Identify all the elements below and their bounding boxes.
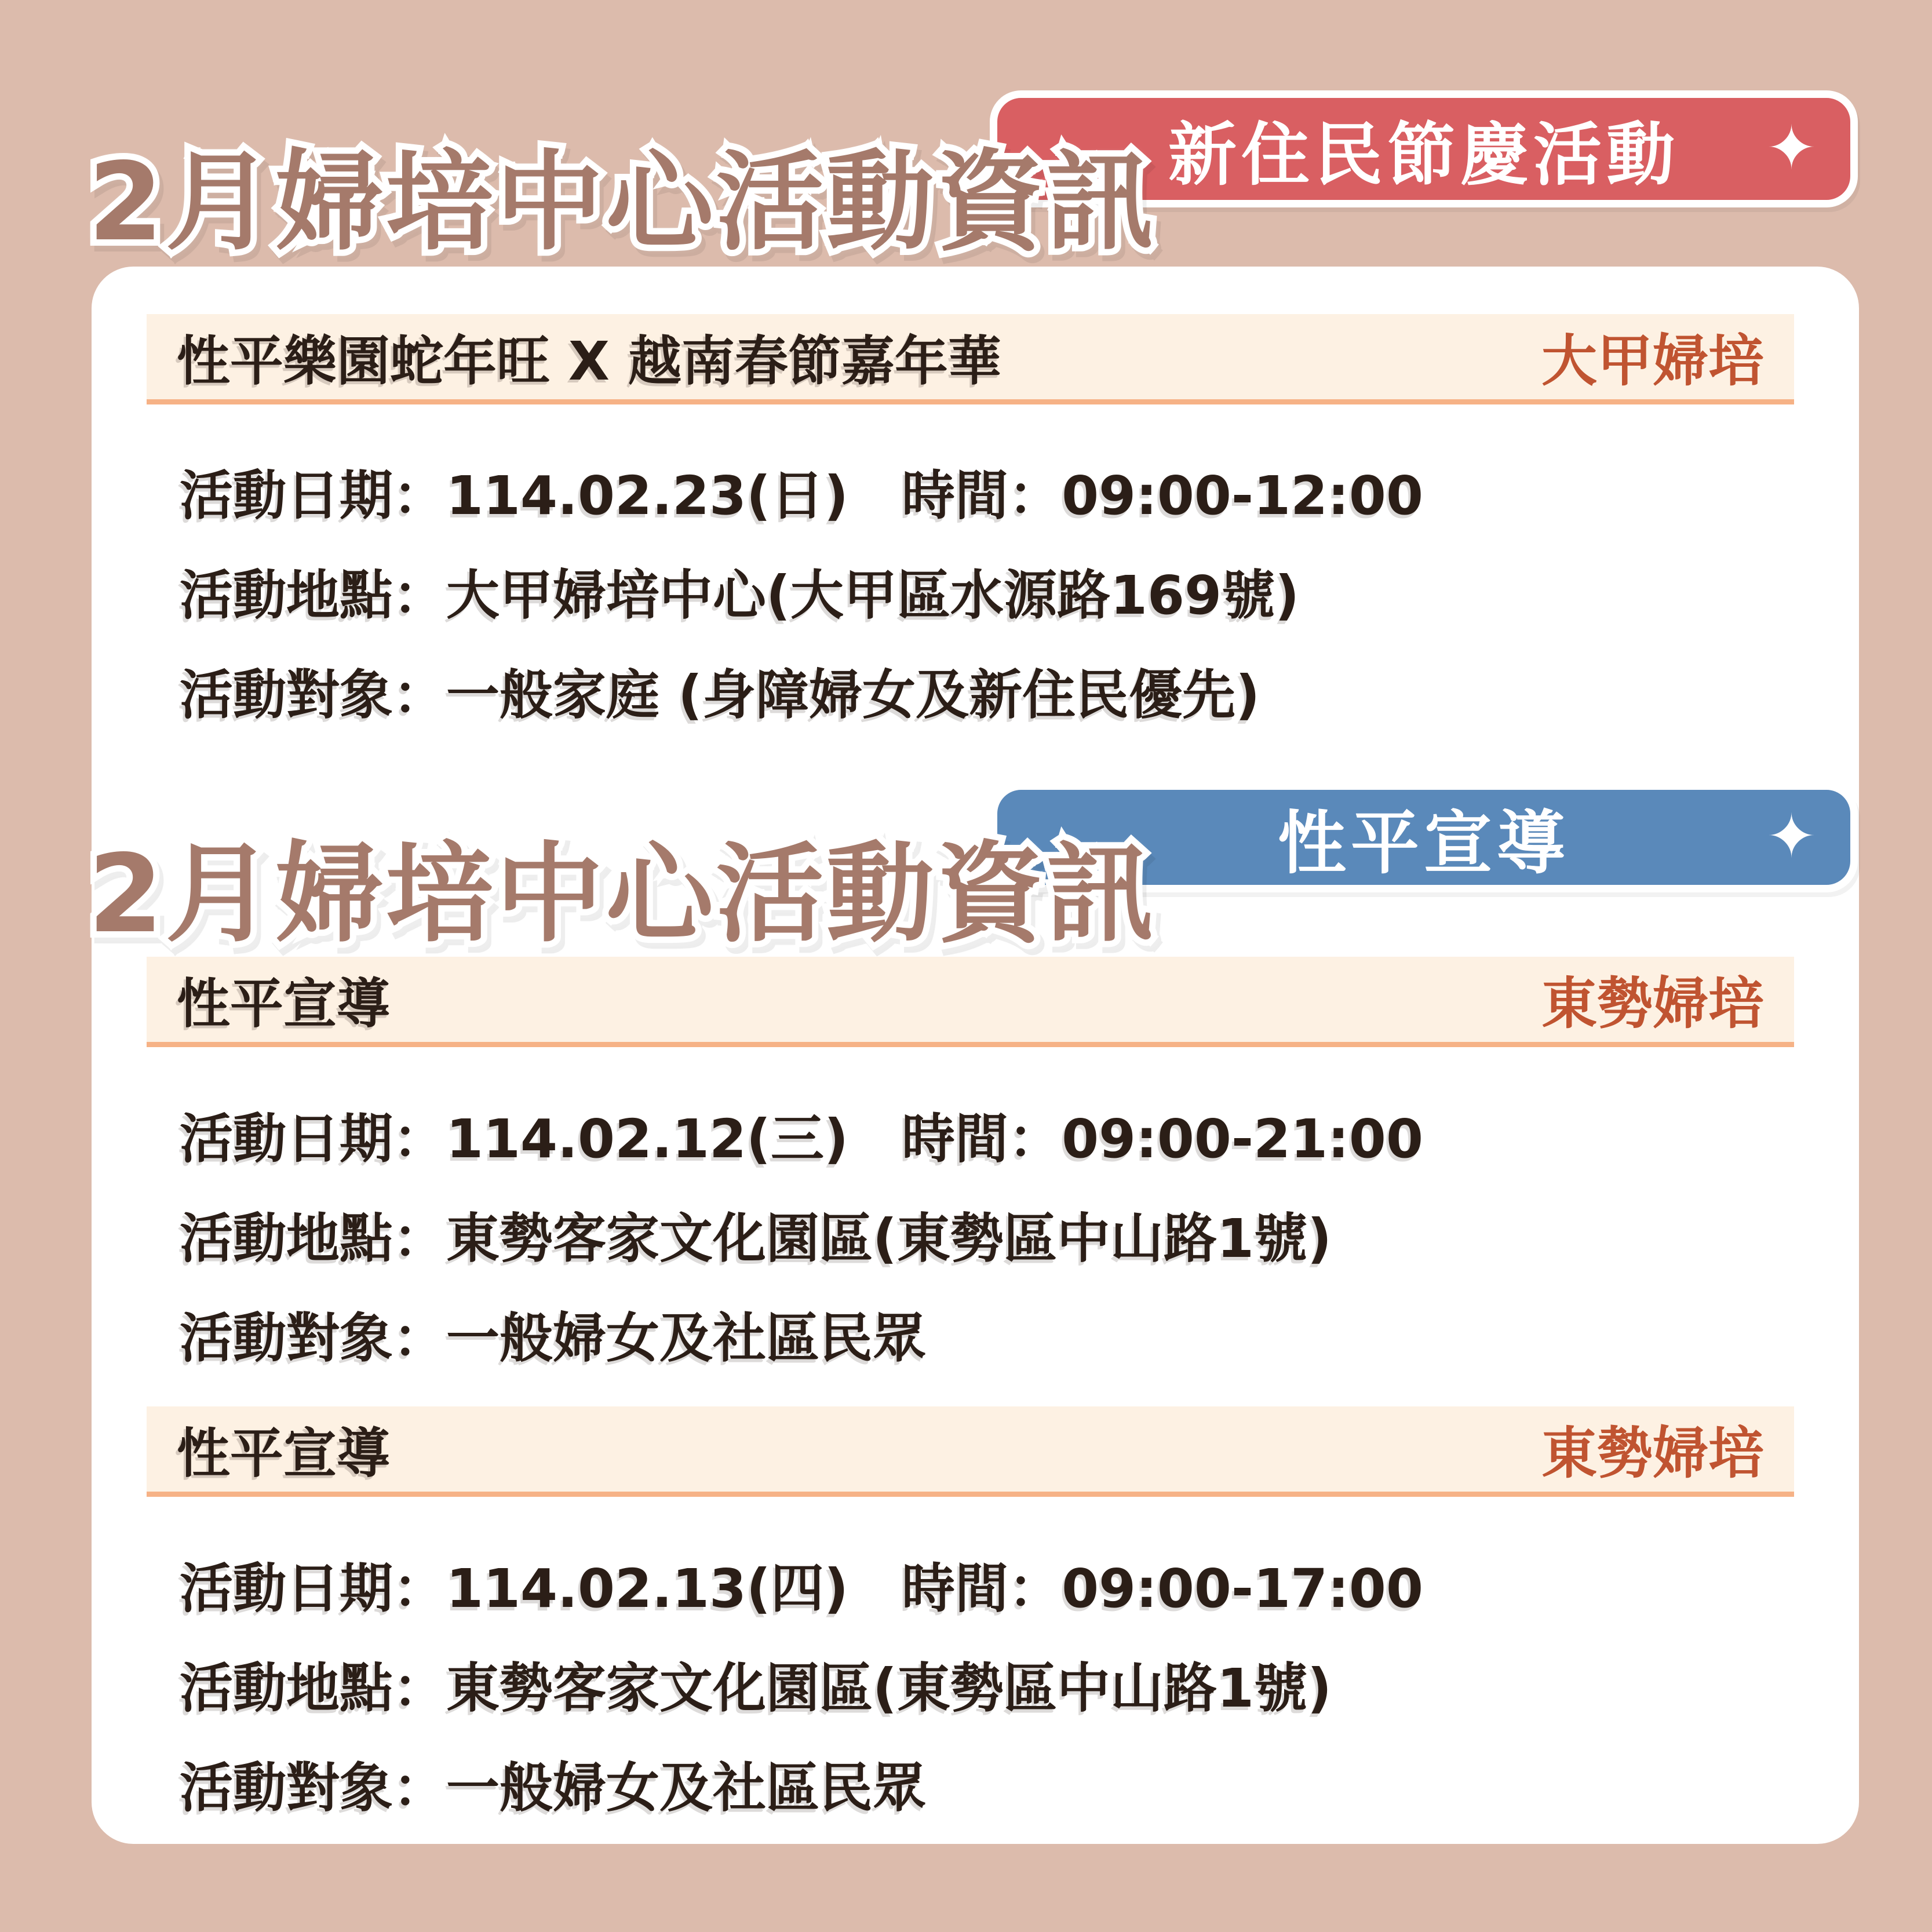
category-banner-label: 新住民節慶活動 bbox=[1168, 115, 1679, 195]
section-title: 2月婦培中心活動資訊 bbox=[88, 830, 1157, 957]
event-target-line: 活動對象：一般家庭 (身障婦女及新住民優先) bbox=[180, 664, 1260, 726]
event-location-line: 活動地點：東勢客家文化園區(東勢區中山路1號) bbox=[180, 1208, 1332, 1270]
event-target-line: 活動對象：一般婦女及社區民眾 bbox=[180, 1757, 927, 1819]
event-details bbox=[180, 446, 1423, 745]
event-title-bar bbox=[147, 314, 1794, 404]
event-title-bar bbox=[147, 957, 1794, 1047]
center-label: 大甲婦培 bbox=[1541, 329, 1764, 393]
sparkle-icon: ✦ bbox=[1766, 800, 1817, 872]
sparkle-icon: ✦ bbox=[1766, 112, 1817, 183]
event-title: 性平宣導 bbox=[177, 1422, 391, 1485]
event-details bbox=[180, 1089, 1423, 1388]
event-date-line: 活動日期：114.02.12(三) 時間：09:00-21:00 bbox=[180, 1108, 1423, 1170]
content-card bbox=[92, 267, 1859, 1844]
event-date-line: 活動日期：114.02.13(四) 時間：09:00-17:00 bbox=[180, 1558, 1423, 1620]
event-details bbox=[180, 1539, 1423, 1838]
category-banner-label: 性平宣導 bbox=[1277, 803, 1570, 883]
event-location-line: 活動地點：大甲婦培中心(大甲區水源路169號) bbox=[180, 564, 1300, 626]
center-label: 東勢婦培 bbox=[1541, 1421, 1764, 1486]
center-label: 東勢婦培 bbox=[1541, 971, 1764, 1036]
event-location-line: 活動地點：東勢客家文化園區(東勢區中山路1號) bbox=[180, 1657, 1332, 1719]
event-title: 性平樂園蛇年旺 X 越南春節嘉年華 bbox=[177, 330, 1001, 392]
event-title: 性平宣導 bbox=[177, 972, 391, 1035]
event-title-bar bbox=[147, 1406, 1794, 1497]
event-target-line: 活動對象：一般婦女及社區民眾 bbox=[180, 1307, 927, 1369]
event-date-line: 活動日期：114.02.23(日) 時間：09:00-12:00 bbox=[180, 465, 1423, 527]
page-title: 2月婦培中心活動資訊 bbox=[88, 138, 1157, 265]
